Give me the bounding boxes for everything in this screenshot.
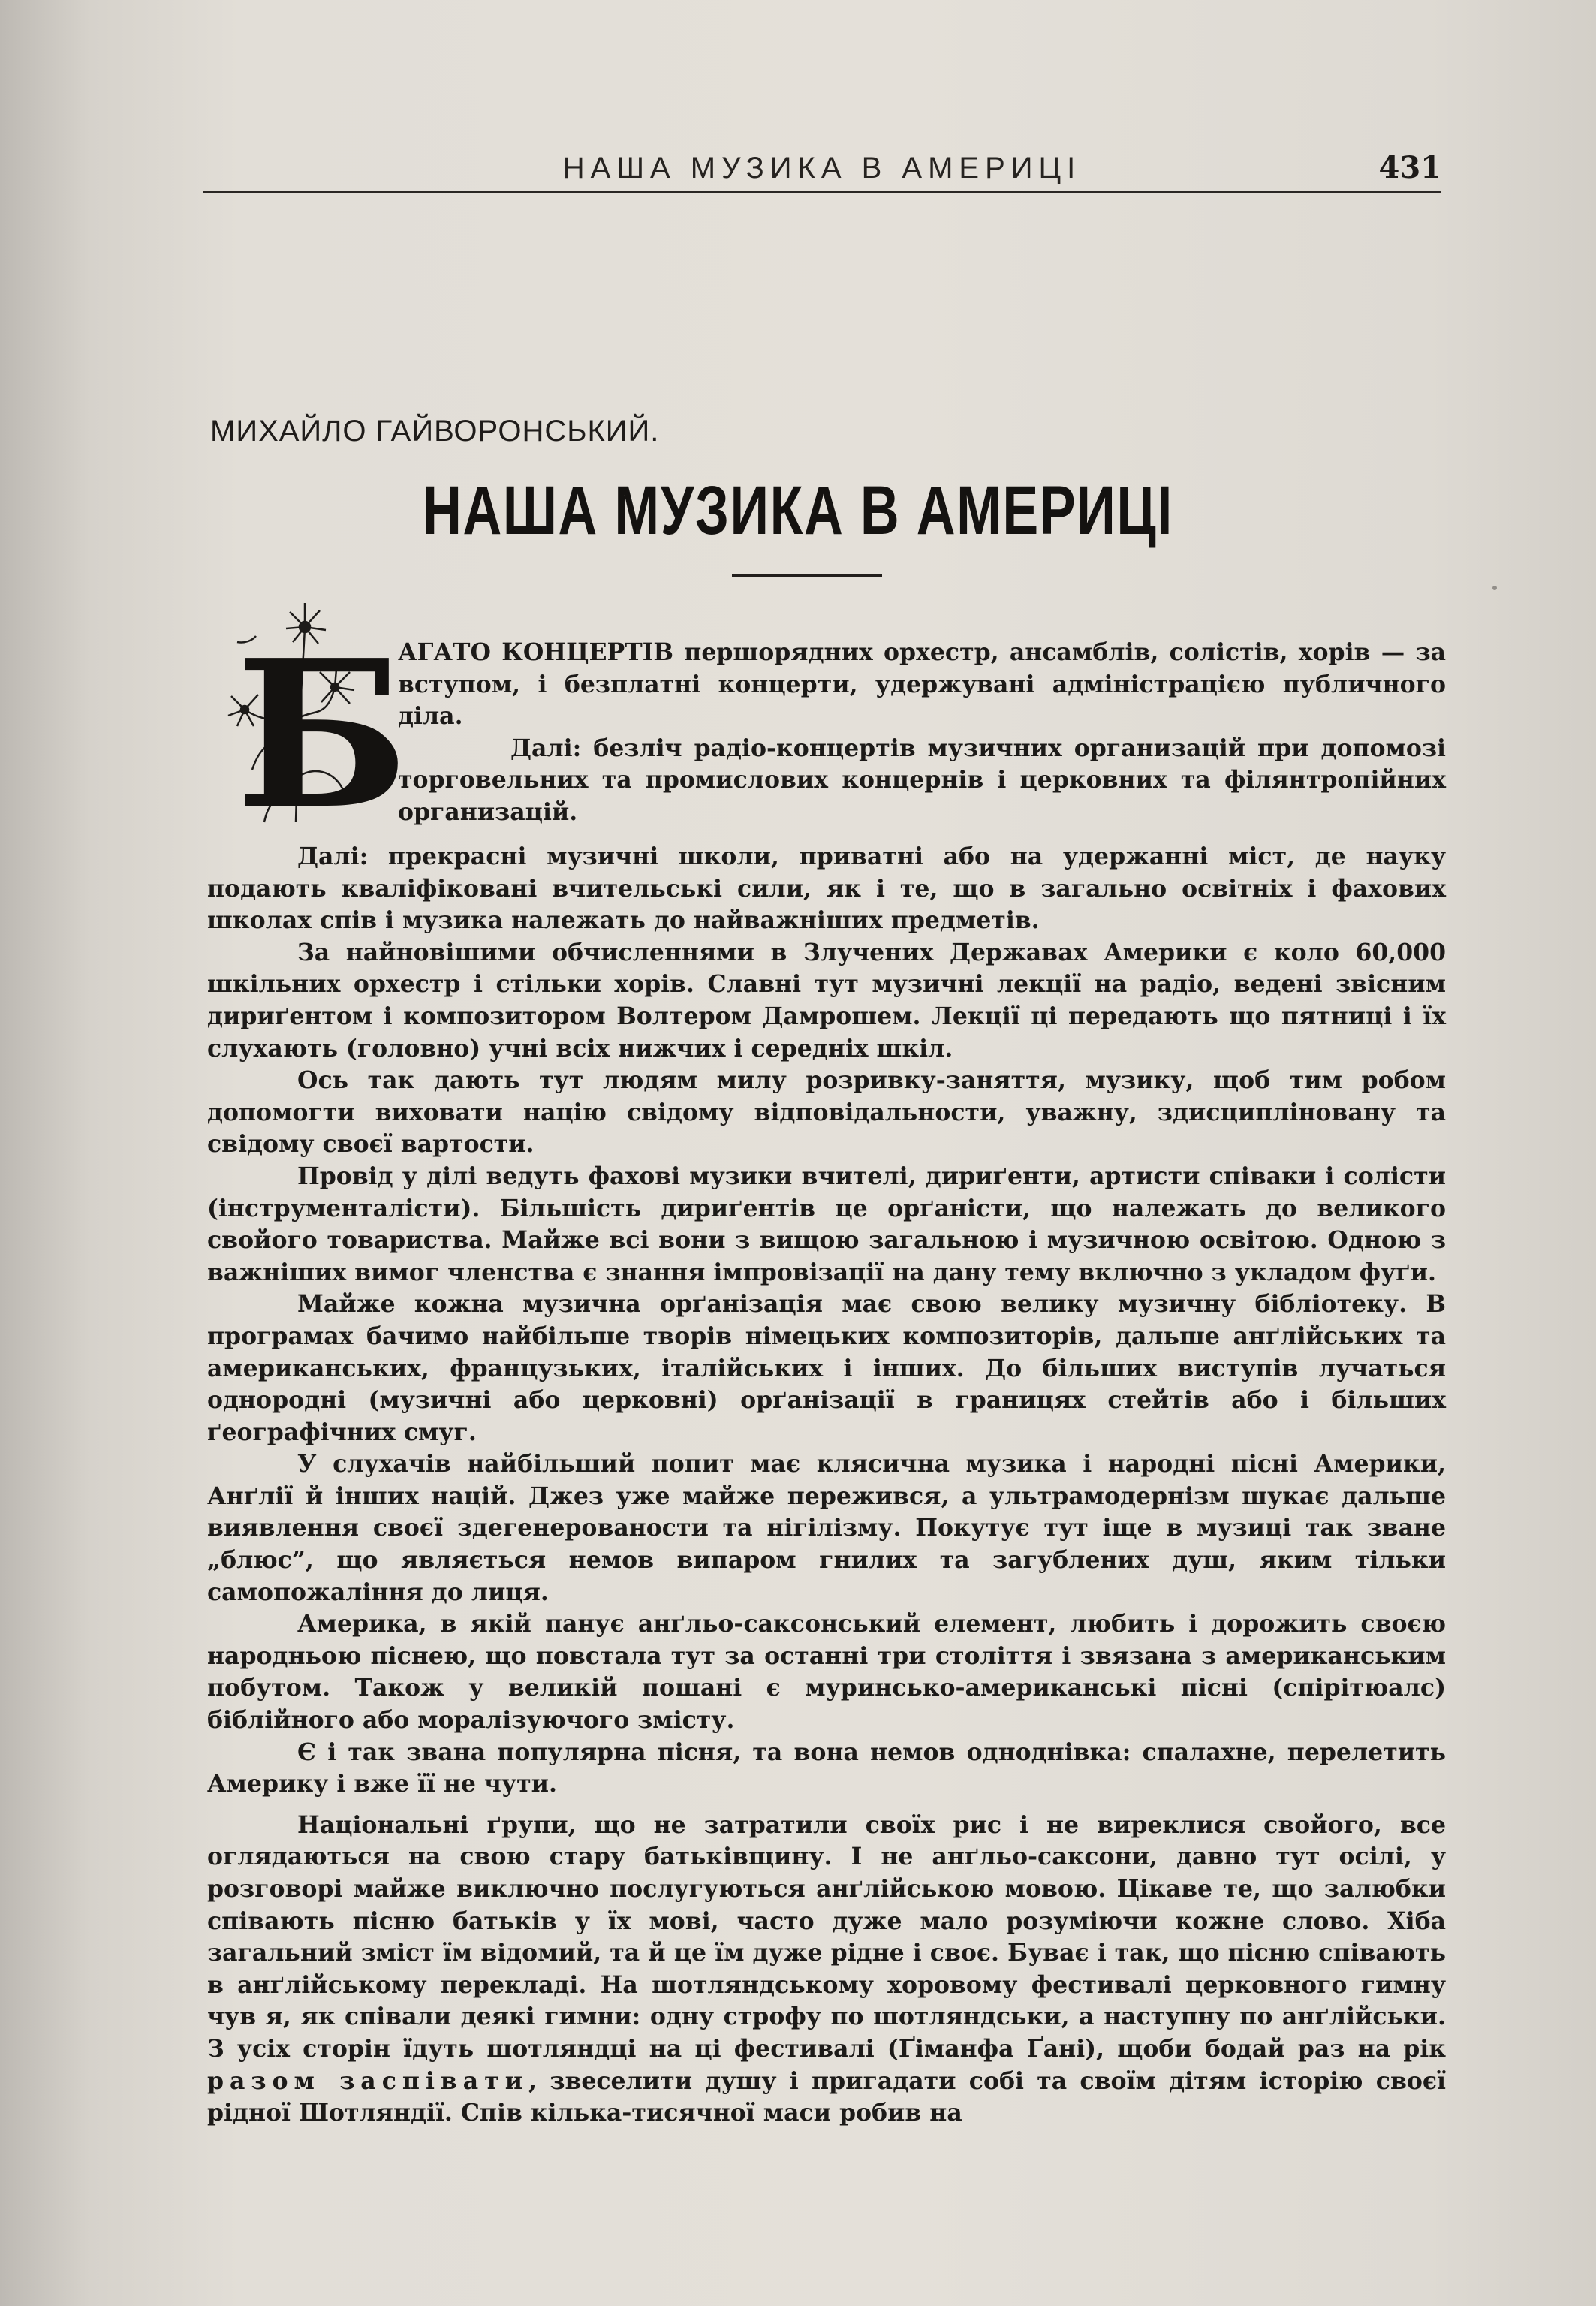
body-paragraph: Америка, в якій панує анґльо-саксонський елемент, любить і дорожить своєю народньою піснею, що повстала тут за останні три століття і звязана з американським побутом. Також у великій пошані є муринсько-американські пісні (спірітюалс) біблійного або моралізуючого змісту. [207,1610,1446,1735]
drop-cap-ornament [215,597,409,854]
body-paragraph: Далі: прекрасні музичні школи, приватні або на удержанні міст, де науку подають кваліфіковані вчительські сили, як і те, що в загально освітніх і фахових школах спів і музика належать до найважніших предметів. [207,843,1446,935]
body-paragraph: За найновішими обчисленнями в Злучених Державах Америки є коло 60,000 шкільних орхестр і стільки хорів. Славні тут музичні лекції на радіо, ведені звісним дириґентом і композитором Волтером Дамрошем. Лекції ці передають що пятниці і їх слухають (головно) учні всіх нижчих і середніх шкіл. [207,938,1446,1063]
body-paragraph: Ось так дають тут людям милу розривку-заняття, музику, щоб тим робом допомогти виховати націю свідому відповідальности, уважну, здисципліновану та свідому своєї вартости. [207,1066,1446,1159]
running-title: НАША МУЗИКА В АМЕРИЦІ [562,152,1082,185]
article-title: НАША МУЗИКА В АМЕРИЦІ [423,472,1173,549]
author-name: МИХАЙЛО ГАЙВОРОНСЬКИЙ. [210,414,660,448]
spaced-emphasis: разом заспівати [207,2066,529,2095]
title-rule [732,574,882,577]
body-paragraph: Майже кожна музична орґанізація має свою велику музичну бібліотеку. В програмах бачимо найбільше творів німецьких композиторів, дальше анґлійських та американських, французьких, італійських і інших. До більших виступів лучаться однородні (музичні або церковні) орґанізації в границях стейтів або і більших ґеографічних смуг. [207,1290,1446,1446]
paragraph-text: , звеселити душу і пригадати собі та своїм дітям історію своєї рідної Шотляндії. Спів кілька-тисячної маси робив на [207,2066,1446,2127]
intro-paragraph: АГАТО КОНЦЕРТІВ першорядних орхестр, ансамблів, солістів, хорів — за вступом, і безплатні концерти, удержувані адміністрацією публичного діла. [398,638,1446,731]
drop-cap-letter: Б [236,615,409,854]
body-paragraph: У слухачів найбільший попит має клясична музика і народні пісні Америки, Анґлії й інших націй. Джез уже майже пережився, а ультрамодернізм шукає дальше виявлення своєї здегенерованости та нігілізму. Покутує тут іще в музиці так зване „блюс”, що являється немов випаром гнилих та загублених душ, яким тільки самопожаління до лиця. [207,1450,1446,1606]
intro-block [398,637,1446,829]
body-paragraph: Є і так звана популярна пісня, та вона немов одноднівка: спалахне, перелетить Америку і вже її не чути. [207,1738,1446,1798]
running-head [203,147,1441,192]
body-paragraph: Провід у ділі ведуть фахові музики вчителі, дириґенти, артисти співаки і солісти (інструменталісти). Більшість дириґентів це орґаністи, що належать до великого свойого товариства. Майже всі вони з вищою загальною і музичною освітою. Одною з важніших вимог членства є знання імпровізації на дану тему включно з укладом фуґи. [207,1162,1446,1286]
page-number: 431 [1378,150,1441,185]
body-paragraph-last [207,1810,1446,2130]
intro-paragraph: Далі: безліч радіо-концертів музичних организацій при допомозі торговельних та промислових концернів і церковних та філянтропійних организацій. [398,734,1446,826]
header-rule [203,191,1441,193]
paper-speck [1492,586,1497,590]
article-body [207,841,1446,2130]
paragraph-text: Національні ґрупи, що не затратили своїх рис і не виреклися свойого, все оглядаються на свою стару батьківщину. І не анґльо-саксони, давно тут осілі, у розговорі майже виключно послугуються анґлійською мовою. Цікаве те, що залюбки співають пісню батьків у їх мові, часто дуже мало розуміючи кожне слово. Хіба загальний зміст їм відомий, та й це їм дуже рідне і своє. Буває і так, що пісню співають в анґлійському перекладі. На шотляндському хоровому фестивалі церковного гимну чув я, як співали деякі гимни: одну строфу по шотляндськи, а наступну по анґлійськи. З усіх сторін їдуть шотляндці на ці фестивалі (Ґіманфа Ґані), щоби бодай раз на рік [207,1810,1446,2063]
